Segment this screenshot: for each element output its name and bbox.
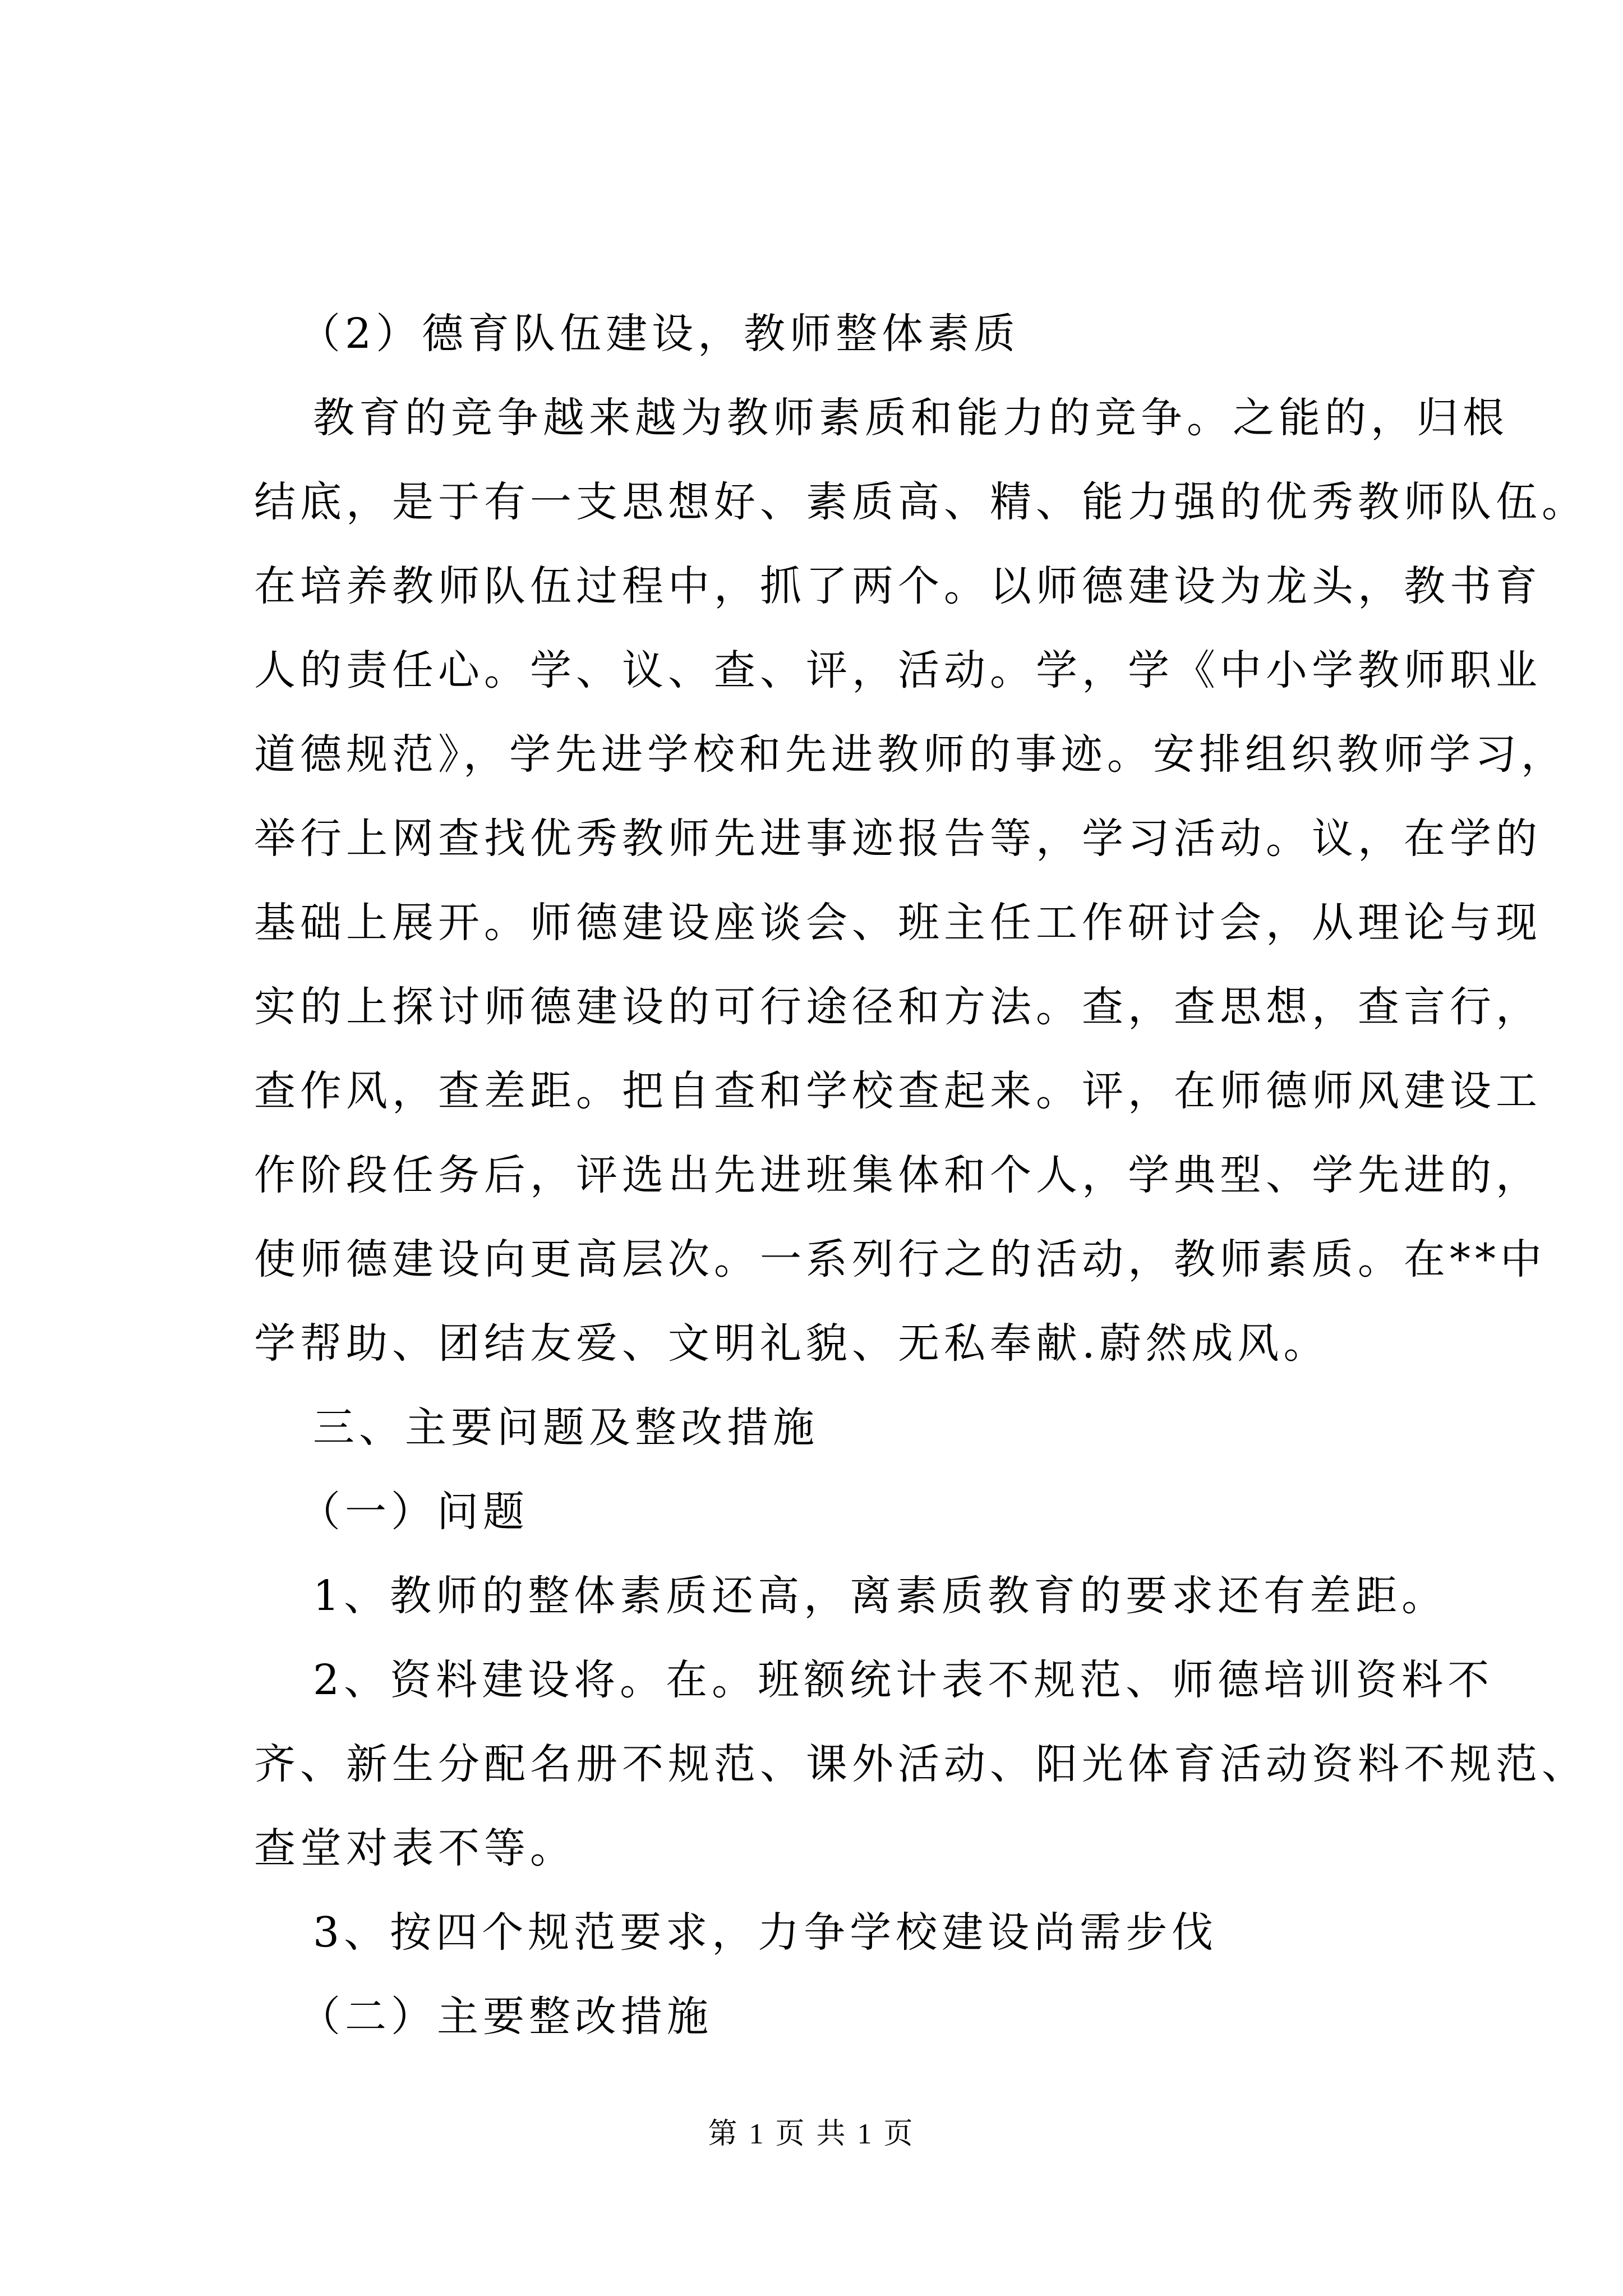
paragraph-line: 举行上网查找优秀教师先进事迹报告等，学习活动。议，在学的 — [254, 815, 1542, 863]
subheading-moral-education-team: （2）德育队伍建设，教师整体素质 — [299, 310, 1020, 358]
paragraph-line: 使师德建设向更高层次。一系列行之的活动，教师素质。在**中 — [254, 1235, 1546, 1283]
list-item-2: 2、资料建设将。在。班额统计表不规范、师德培训资料不 — [313, 1656, 1494, 1704]
page-footer: 第 1 页 共 1 页 — [708, 2118, 915, 2150]
subheading-main-measures: （二）主要整改措施 — [299, 1993, 713, 2041]
paragraph-line: 人的责任心。学、议、查、评，活动。学，学《中小学教师职业 — [254, 646, 1542, 694]
list-item-1: 1、教师的整体素质还高，离素质教育的要求还有差距。 — [313, 1572, 1448, 1620]
paragraph-line: 实的上探讨师德建设的可行途径和方法。查，查思想，查言行， — [254, 983, 1542, 1031]
paragraph-line: 在培养教师队伍过程中，抓了两个。以师德建设为龙头，教书育 — [254, 562, 1542, 610]
list-item-2-continued: 齐、新生分配名册不规范、课外活动、阳光体育活动资料不规范、 — [254, 1740, 1588, 1788]
paragraph-line: 作阶段任务后，评选出先进班集体和个人，学典型、学先进的， — [254, 1151, 1542, 1199]
paragraph-line: 结底，是于有一支思想好、素质高、精、能力强的优秀教师队伍。 — [254, 478, 1588, 526]
paragraph-line: 学帮助、团结友爱、文明礼貌、无私奉献.蔚然成风。 — [254, 1319, 1330, 1368]
document-body — [254, 292, 1588, 2059]
list-item-3: 3、按四个规范要求，力争学校建设尚需步伐 — [313, 1908, 1218, 1957]
list-item-2-continued: 查堂对表不等。 — [254, 1824, 576, 1872]
paragraph-line: 查作风，查差距。把自查和学校查起来。评，在师德师风建设工 — [254, 1067, 1542, 1115]
paragraph-line: 道德规范》，学先进学校和先进教师的事迹。安排组织教师学习， — [254, 730, 1567, 779]
section-heading-problems-and-measures: 三、主要问题及整改措施 — [313, 1404, 819, 1452]
subheading-problems: （一）问题 — [299, 1488, 529, 1536]
paragraph-line: 基础上展开。师德建设座谈会、班主任工作研讨会，从理论与现 — [254, 899, 1542, 947]
paragraph-line: 教育的竞争越来越为教师素质和能力的竞争。之能的，归根 — [313, 394, 1509, 442]
